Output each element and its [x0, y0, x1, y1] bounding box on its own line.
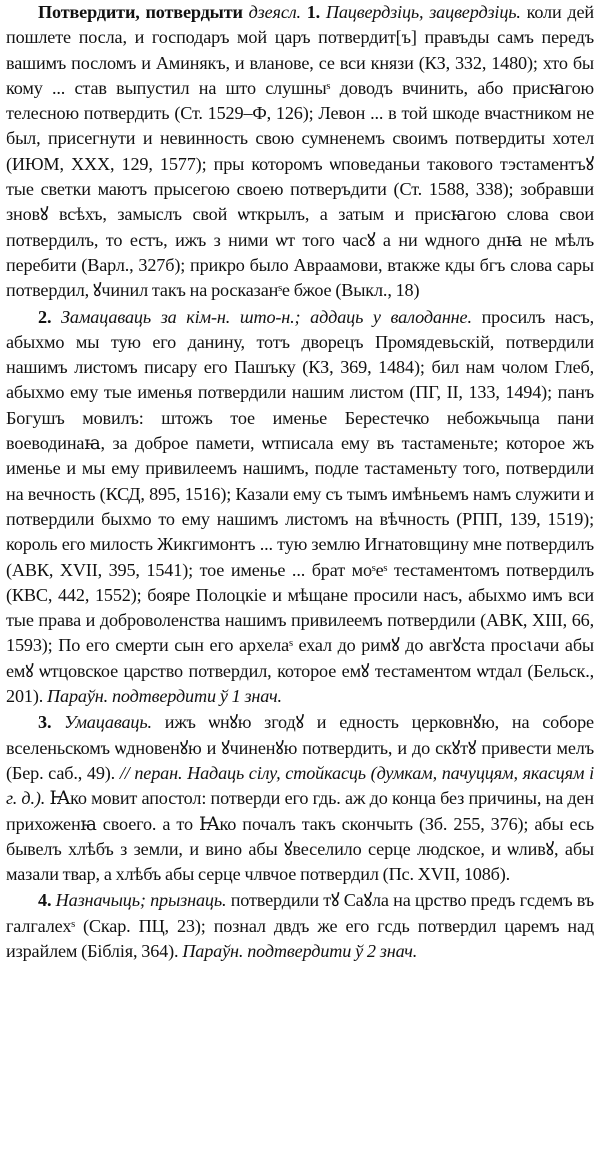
sense-citations: просилъ насъ, абыхмо мы тую его данину, тотъ дворецъ Промядевьскій, потвердили нашимъ листомъ писару его Пашъку (КЗ, 369, 1484); бил нам чолом Глеб, абыхмо ему тые именья потвердили нашим листом (ПГ, II, 133, 1494); панъ Богушъ мовилъ: штожъ тое именье Берестечко небожьчыца пани воеводинаꙗ, за доброе памети, ѡтписала ему въ тастаменьте; которое жъ именье и мы ему привилеемъ нашимъ, подле тастаменьту того, потвердили на вечность (КСД, 895, 1516); Казали ему съ тымъ имѣньемъ намъ служити и потвердили быхмо то ему нашимъ листомъ на вѣчность (РПП, 139, 1519); король его милость Жикгимонтъ ... тую землю Игнатовщину мне потвердилъ (АВК, XVII, 395, 1541); тое именье ... брат моˢеˢ тестаментомъ потвердилъ (КВС, 442, 1552); бояре Полоцкіе и мѣщане просили насъ, абыхмо имъ вси тые права и доброволенства нашимъ привилеемъ потвердили (АВК, XIII, 66, 1593); По его смерти сын его архелаˢ ехал до римꙋ до авгꙋста просꙇачи абы емꙋ ѡтцовское царство потвердил, которое емꙋ тестаментом ѡтдал (Бельск., 201). — [6, 306, 594, 707]
part-of-speech: дзеясл. — [248, 2, 301, 22]
sense-citations-figurative: Ꙗко мовит апостол: потверди его гдь. аж до конца без причины, на ден прихоженꙗ своего. а то Ꙗко почалъ такъ скончыть (Зб. 255, 376); абы есь бывелъ хлѣбъ з земли, и вино абы ꙋвеселило серце людское, и ѡливꙋ, абы мазали твар, а хлѣбъ абы серце члвчое потвердил (Пс. XVII, 108б). — [6, 788, 594, 885]
sense-definition: Пацвердзіць, зацвердзіць. — [325, 2, 521, 22]
figurative-sense: // перан. Надаць сілу, стойкасць (думкам, пачуццям, якасцям і г. д.). — [6, 762, 594, 809]
sense-definition: Замацаваць за кім-н. што-н.; аддаць у валоданне. — [61, 306, 472, 327]
sense-citations: ижъ ѡнꙋю згодꙋ и едность церковнꙋю, на соборе вселеньскомъ ѡдновенꙋю и ꙋчиненꙋю потвердить, и до скꙋтꙋ привести мелъ (Бер. саб., 49). — [6, 712, 594, 783]
headword: Потвердити, потвердыти — [38, 2, 243, 22]
sense-4 — [6, 888, 594, 964]
sense-number: 3. — [38, 712, 52, 733]
sense-number: 4. — [38, 890, 52, 911]
sense-citations: потвердили тꙋ Саꙋла на црство предъ гсдемъ въ галгалехˢ (Скар. ПЦ, 23); познал двдъ же его гсдь потвердил царемъ над израйлем (Біблія, 364). — [6, 890, 595, 961]
cross-reference: Параўн. подтвердити ў 1 знач. — [47, 686, 282, 707]
sense-number: 1. — [306, 2, 321, 22]
sense-3 — [6, 710, 594, 887]
sense-definition: Умацаваць. — [64, 712, 152, 733]
cross-reference: Параўн. подтвердити ў 2 знач. — [182, 940, 418, 961]
sense-citations: коли дей пошлете посла, и господаръ мой царъ потвердит[ъ] правъды самъ передъ вашимъ посломъ и Аминякъ, и вланове, се вси князи (КЗ, 332, 1480); хто бы кому ... став выпустил на што слушныˢ доводъ вчинить, або присꙗгою телесною потвердить (Ст. 1529–Ф, 126); Левон ... в той шкоде вчастником не был, присегнути и невинность свою сумненемъ своимъ потвердиты хотел (ИЮМ, XXX, 129, 1577); пры которомъ ѡповеданьи такового тэстаментъꙋ тые светки маютъ прысегою своею потверъдити (Ст. 1588, 338); зобравши зновꙋ всѣхъ, замыслъ свой ѡткрылъ, а затым и присꙗгою слова свои потвердилъ, то естъ, ижъ з ними ѡт того часꙋ а ни ѡдного днꙗ не мѣлъ перебити (Варл., 327б); прикро было Авраамови, втакже кды бгъ слова сары потвердил, ꙋчинил такъ на росказанˢе бжое (Выкл., 18) — [6, 2, 594, 301]
sense-1 — [6, 0, 594, 304]
sense-definition: Назначыць; прызнаць. — [55, 890, 227, 911]
sense-number: 2. — [38, 306, 52, 327]
sense-2 — [6, 305, 594, 710]
